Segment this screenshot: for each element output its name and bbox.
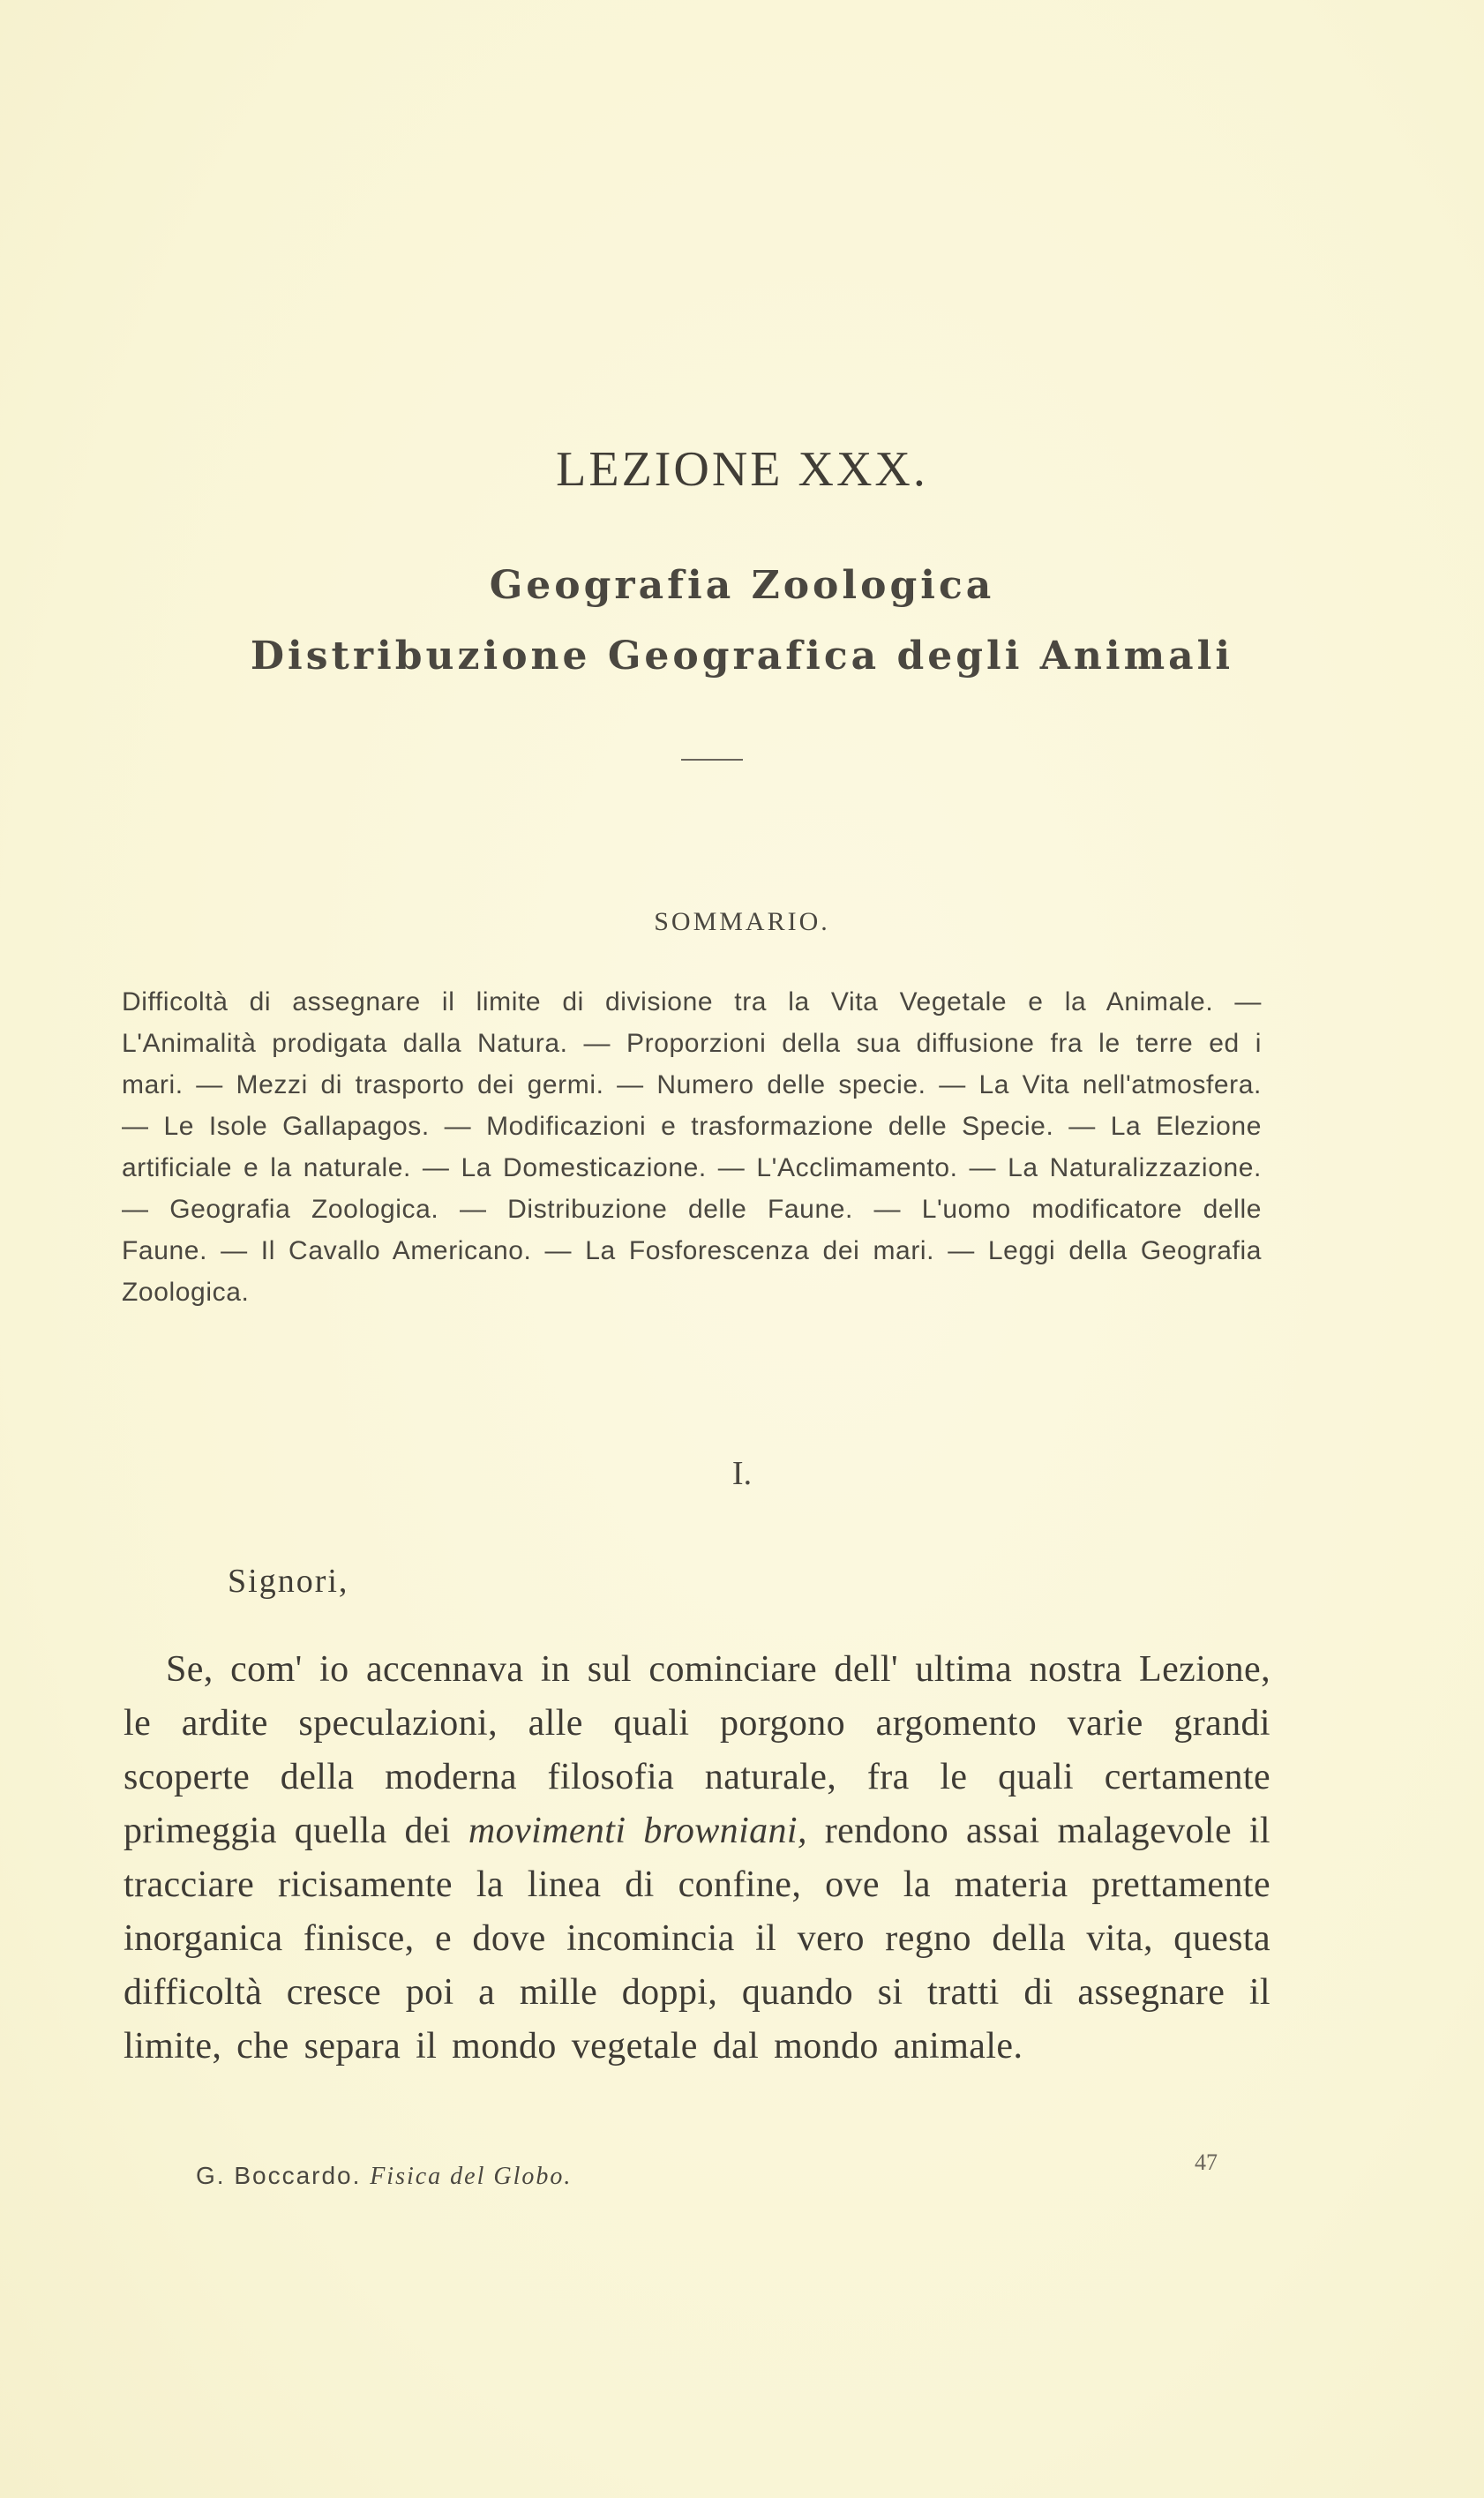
- lesson-title: LEZIONE XXX.: [556, 442, 928, 497]
- divider-rule: [681, 759, 743, 761]
- salutation: Signori,: [228, 1563, 349, 1600]
- body-paragraph: [124, 1643, 1270, 2074]
- sommario-text: Difficoltà di assegnare il limite di divisione tra la Vita Vegetale e la Animale. — L'Animalità prodigata dalla Natura. — Proporzioni della sua diffusione fra le terre ed i mari. — Mezzi di trasporto dei germi. — Numero delle specie. — La Vita nell'atmosfera. — Le Isole Gallapagos. — Modificazioni e trasformazione delle Specie. — La Elezione artificiale e la naturale. — La Domesticazione. — L'Acclimamento. — La Naturalizzazione. — Geografia Zoologica. — Distribuzione delle Faune. — L'uomo modificatore delle Faune. — Il Cavallo Americano. — La Fosforescenza dei mari. — Leggi della Geografia Zoologica.: [122, 987, 1262, 1307]
- subtitle-distribuzione: Distribuzione Geografica degli Animali: [250, 634, 1234, 679]
- body-italic-term: movimenti browniani,: [468, 1811, 807, 1851]
- body-text-part-1: Se, com' io accennava in sul cominciare dell' ultima nostra Lezione, le ardite speculazioni, alle quali porgono argomento varie grandi scoperte della moderna filosofia naturale, fra le quali certamente primeggia quella dei: [124, 1649, 1270, 1851]
- sommario-heading: SOMMARIO.: [654, 907, 830, 936]
- section-number: I.: [731, 1455, 753, 1492]
- footer-book-title: Fisica del Globo.: [370, 2163, 573, 2190]
- footer-author: G. Boccardo.: [196, 2162, 362, 2189]
- body-text-part-2: rendono assai malagevole il tracciare ricisamente la linea di confine, ove la materia prettamente inorganica finisce, e dove incomincia il vero regno della vita, questa difficoltà cresce poi a mille doppi, quando si tratti di assegnare il limite, che separa il mondo vegetale dal mondo animale.: [124, 1811, 1270, 2067]
- subtitle-geografia-zoologica: Geografia Zoologica: [489, 563, 995, 608]
- footer-sheet-number: 47: [1195, 2149, 1218, 2175]
- footer-signature: [196, 2162, 572, 2191]
